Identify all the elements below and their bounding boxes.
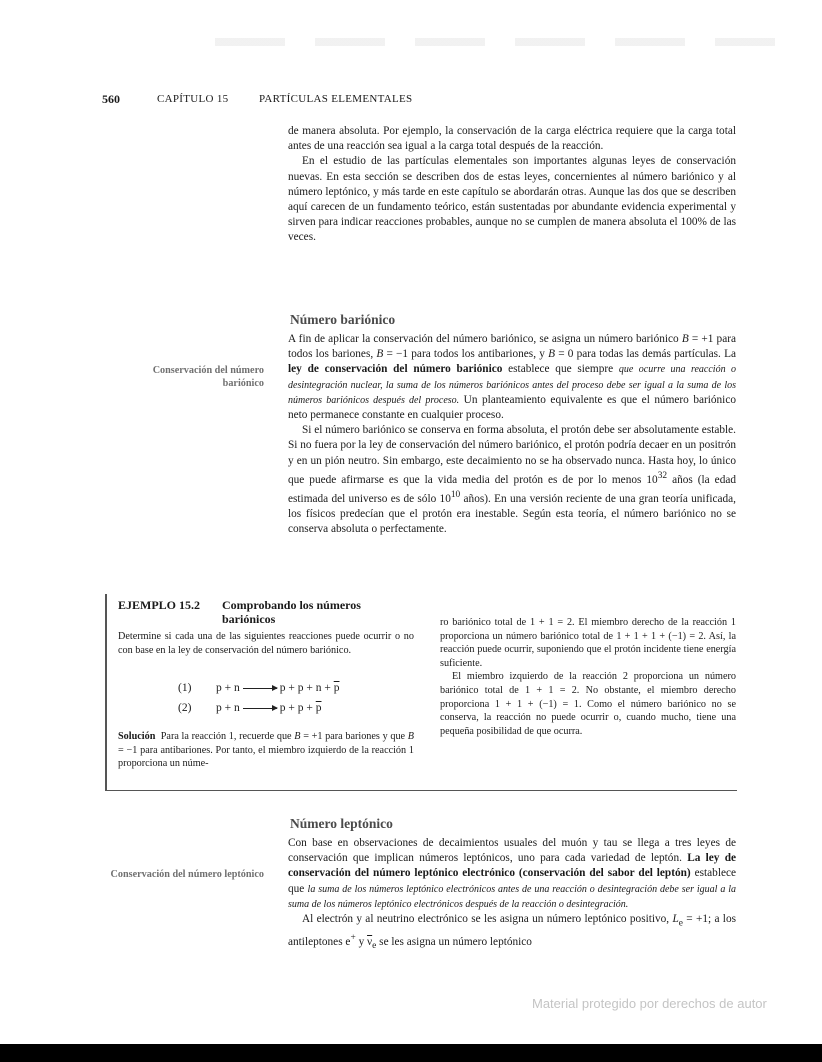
example-solution: Solución Para la reacción 1, recuerde que B = +1 para bariones y que B = −1 para antibariones. Por tanto, el miembro izquierdo de la reacción 1 proporciona un núme- bbox=[118, 731, 414, 770]
watermark-text: Material protegido por derechos de autor bbox=[532, 996, 767, 1011]
example-right-paragraph-2: El miembro izquierdo de la reacción 2 proporciona un número bariónico total de 1 + 1 = 2. No obstante, el miembro derecho proporciona 1 + 1 + (−1) = 1. Como el número bariónico no se conserva, la reacción no puede ocurrir o, cuando mucho, tiene una pequeña posibilidad de que ocurra. bbox=[440, 671, 736, 737]
reaction-1: (1) p + n p + p + n + p bbox=[178, 682, 340, 694]
bottom-black-bar bbox=[0, 1044, 822, 1062]
baryon-text bbox=[288, 332, 736, 537]
intro-text bbox=[288, 124, 736, 246]
baryon-paragraph-2: Si el número bariónico se conserva en forma absoluta, el protón debe ser absolutamente estable. Si no fuera por la ley de conservación del número bariónico, el protón podría decaer en un positrón y en un pión neutro. Sin embargo, este decaimiento no se ha observado nunca. Hasta hoy, lo único que puede afirmarse es que la vida media del protón es de por lo menos $10^{32}$ años (la edad estimada del universo es de sólo $10^{10}$ años). En una versión reciente de una gran teoría unificada, los físicos predecían que el protón era inestable. Según esta teoría, el número bariónico no se conserva absoluta o perfectamente. bbox=[288, 424, 737, 535]
lepton-text bbox=[288, 836, 736, 955]
example-statement: Determine si cada una de las siguientes reacciones puede ocurrir o no con base en la ley de conservación del número bariónico. bbox=[118, 631, 414, 656]
section-heading-baryon: Número bariónico bbox=[290, 312, 396, 327]
law-baryon: ley de conservación del número bariónico bbox=[288, 363, 503, 376]
lepton-paragraph-1: Con base en observaciones de decaimientos usuales del muón y tau se llega a tres leyes de conservación que implican números leptónicos, uno para cada variedad de leptón. La ley de conservación del número leptónico electrónico (conservación del sabor del leptón) establece que la suma de los números leptónico electrónicos antes de una reacción o desintegración debe ser igual a la suma de los números leptónico electrónicos después de la reacción o desintegración. bbox=[288, 837, 737, 910]
example-title-line2: bariónicos bbox=[222, 612, 276, 626]
reaction-2: (2) p + n p + p + p bbox=[178, 702, 322, 714]
page-number: 560 bbox=[102, 92, 120, 106]
example-title-line1: Comprobando los números bbox=[222, 598, 361, 612]
reaction-arrow bbox=[243, 708, 277, 709]
faded-header-artifact bbox=[215, 38, 775, 46]
example-right-column bbox=[440, 616, 736, 738]
reaction-arrow bbox=[243, 688, 277, 689]
margin-note-lepton: Conservación del número leptónico bbox=[110, 869, 264, 880]
lepton-paragraph-2: Al electrón y al neutrino electrónico se les asigna un número leptónico positivo, $L_e = +1$; a los antileptones e+ y $\nu_e$ se les asigna un número leptónico bbox=[288, 913, 736, 952]
example-title bbox=[118, 598, 408, 612]
law-lepton: La ley de conservación del número leptónico electrónico (conservación del sabor del leptón) bbox=[288, 852, 736, 880]
example-right-paragraph-1: ro bariónico total de 1 + 1 = 2. El miembro derecho de la reacción 1 proporciona un número bariónico total de 1 + 1 + 1 + (−1) = 2. Así, la reacción puede ocurrir, suponiendo que el protón incidente tiene energía suficiente. bbox=[440, 617, 736, 669]
chapter-title: PARTÍCULAS ELEMENTALES bbox=[259, 93, 413, 105]
intro-paragraph-1: de manera absoluta. Por ejemplo, la conservación de la carga eléctrica requiere que la carga total antes de una reacción sea igual a la carga total después de la reacción. bbox=[288, 125, 736, 153]
intro-paragraph-2: En el estudio de las partículas elementales son importantes algunas leyes de conservación nuevas. En esta sección se describen dos de estas leyes, concernientes al número bariónico y al número leptónico, y más tarde en este capítulo se abordarán otras. Aunque las dos que se describen aquí carecen de un fundamento teórico, están sustentadas por abundante evidencia experimental y sirven para indicar reacciones probables, aunque no se cumplen de manera absoluta el 100% de las veces. bbox=[288, 155, 736, 244]
baryon-paragraph-1: A fin de aplicar la conservación del número bariónico, se asigna un número bariónico B = +1 para todos los bariones, B = −1 para todos los antibariones, y B = 0 para todas las demás partículas. La ley de conservación del número bariónico establece que siempre que ocurre una reacción o desintegración nuclear, la suma de los números bariónicos antes del proceso debe ser igual a la suma de los números bariónicos después del proceso. Un planteamiento equivalente es que el número bariónico neto permanece constante en cualquier proceso. bbox=[288, 333, 737, 422]
example-label: EJEMPLO 15.2 bbox=[118, 598, 201, 612]
margin-note-baryon: Conservación del número bariónico bbox=[152, 365, 264, 389]
chapter-label: CAPÍTULO 15 bbox=[157, 93, 229, 105]
section-heading-lepton: Número leptónico bbox=[290, 816, 393, 831]
solution-label: Solución bbox=[118, 731, 156, 742]
